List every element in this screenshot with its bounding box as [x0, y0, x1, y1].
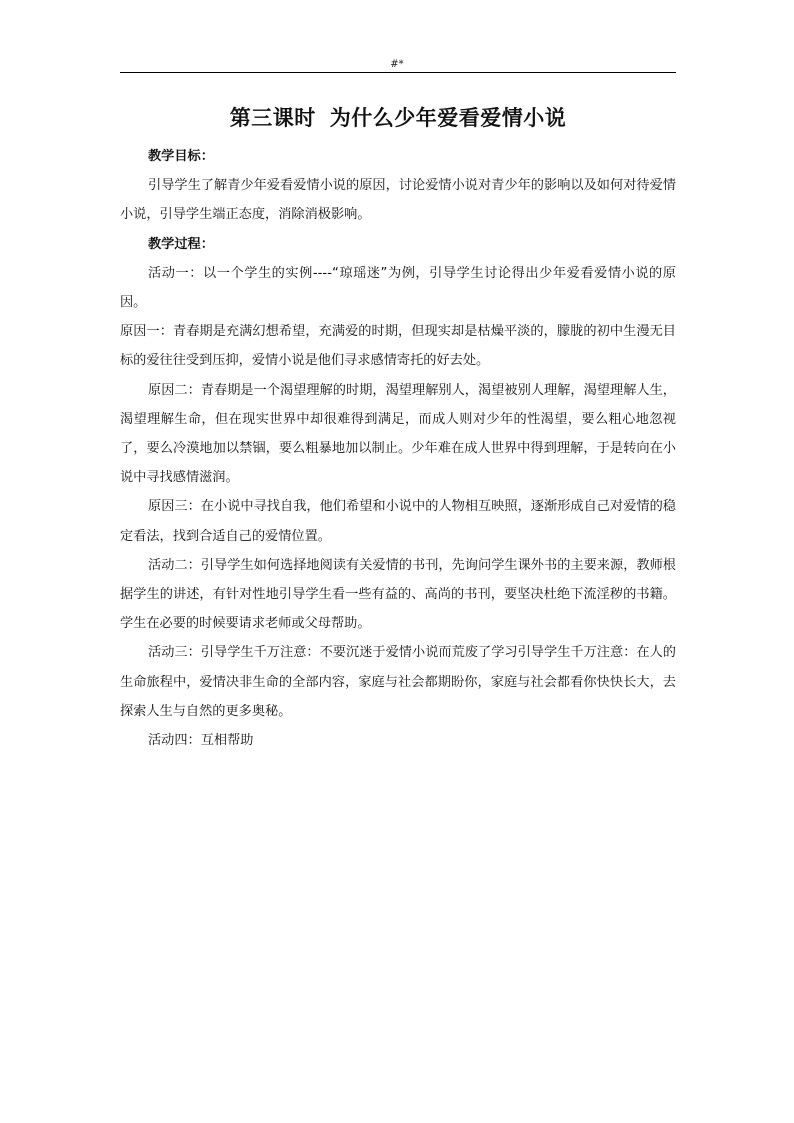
title-topic: 为什么少年爱看爱情小说 — [329, 106, 567, 130]
header-divider — [120, 72, 676, 73]
activity-one-paragraph: 活动一：以一个学生的实例----“琼瑶迷”为例，引导学生讨论得出少年爱看爱情小说的原因。 — [120, 265, 676, 311]
activity-three-paragraph: 活动三：引导学生千万注意：不要沉迷于爱情小说而荒废了学习引导学生千万注意：在人的生命旅程中，爱情决非生命的全部内容，家庭与社会都期盼你，家庭与社会都看你快快长大，去探索人生与自然的更多奥秘。 — [120, 645, 676, 719]
reason-three-paragraph: 原因三：在小说中寻找自我，他们希望和小说中的人物相互映照，逐渐形成自己对爱情的稳定看法，找到合适自己的爱情位置。 — [120, 499, 676, 544]
reason-one-paragraph: 原因一：青春期是充满幻想希望，充满爱的时期，但现实却是枯燥平淡的，朦胧的初中生漫无目标的爱往往受到压抑，爱情小说是他们寻求感情寄托的好去处。 — [120, 324, 676, 369]
activity-four-paragraph: 活动四：互相帮助 — [148, 733, 254, 749]
objectives-heading: 教学目标： — [148, 149, 214, 164]
page-header-mark: #* — [390, 59, 404, 70]
objectives-paragraph: 引导学生了解青少年爱看爱情小说的原因，讨论爱情小说对青少年的影响以及如何对待爱情小说，引导学生端正态度，消除消极影响。 — [120, 178, 676, 223]
title-lesson-number: 第三课时 — [229, 106, 316, 130]
process-heading: 教学过程： — [148, 236, 214, 252]
reason-two-paragraph: 原因二：青春期是一个渴望理解的时期，渴望理解别人，渴望被别人理解，渴望理解人生，渴望理解生命，但在现实世界中却很难得到满足，而成人则对少年的性渴望，要么粗心地忽视了，要么冷漠地加以禁锢，要么粗暴地加以制止。少年难在成人世界中得到理解，于是转向在小说中寻找感情滋润。 — [120, 382, 676, 486]
document-body — [120, 142, 676, 755]
page-title — [120, 104, 676, 132]
activity-two-paragraph: 活动二：引导学生如何选择地阅读有关爱情的书刊，先询问学生课外书的主要来源，教师根据学生的讲述，有针对性地引导学生看一些有益的、高尚的书刊，要坚决杜绝下流淫秽的书籍。学生在必要的时候要请求老师或父母帮助。 — [120, 557, 676, 632]
